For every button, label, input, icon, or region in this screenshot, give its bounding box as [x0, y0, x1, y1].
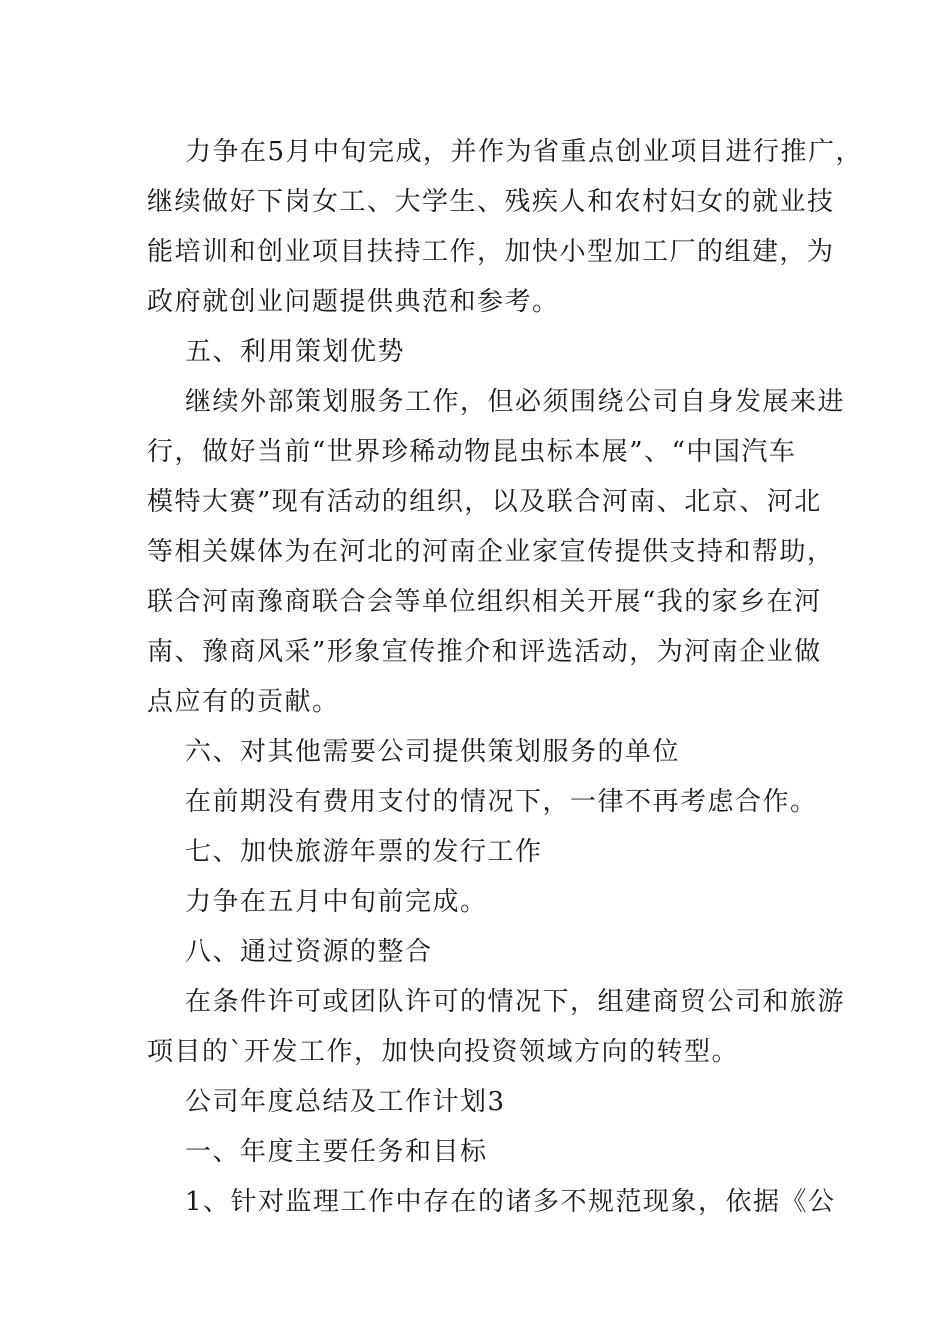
paragraph-line: 联合河南豫商联合会等单位组织相关开展“我的家乡在河	[147, 587, 822, 617]
paragraph-line: 在前期没有费用支付的情况下，一律不再考虑合作。	[185, 787, 818, 817]
paragraph-line: 继续外部策划服务工作，但必须围绕公司自身发展来进	[185, 387, 846, 417]
paragraph-line: 政府就创业问题提供典范和参考。	[147, 287, 560, 317]
paragraph-line: 力争在5月中旬完成，并作为省重点创业项目进行推广，	[185, 137, 864, 167]
paragraph-line: 能培训和创业项目扶持工作，加快小型加工厂的组建，为	[147, 237, 835, 267]
paragraph-line: 点应有的贡献。	[147, 687, 340, 717]
paragraph-line: 南、豫商风采”形象宣传推介和评选活动，为河南企业做	[147, 637, 822, 667]
section-heading: 六、对其他需要公司提供策划服务的单位	[185, 737, 681, 767]
paragraph-line: 力争在五月中旬前完成。	[185, 887, 488, 917]
paragraph-line: 等相关媒体为在河北的河南企业家宣传提供支持和帮助，	[147, 537, 835, 567]
paragraph-line: 在条件许可或团队许可的情况下，组建商贸公司和旅游	[185, 987, 846, 1017]
paragraph-line: 继续做好下岗女工、大学生、残疾人和农村妇女的就业技	[147, 187, 835, 217]
document-title: 公司年度总结及工作计划3	[185, 1087, 506, 1117]
paragraph-line: 项目的`开发工作，加快向投资领域方向的转型。	[147, 1037, 740, 1067]
section-heading: 八、通过资源的整合	[185, 937, 433, 967]
paragraph-line: 行，做好当前“世界珍稀动物昆虫标本展”、“中国汽车	[147, 437, 797, 467]
section-heading: 五、利用策划优势	[185, 337, 406, 367]
paragraph-line: 1、针对监理工作中存在的诸多不规范现象，依据《公	[185, 1187, 836, 1217]
section-heading: 一、年度主要任务和目标	[185, 1137, 488, 1167]
paragraph-line: 模特大赛”现有活动的组织，以及联合河南、北京、河北	[147, 487, 822, 517]
section-heading: 七、加快旅游年票的发行工作	[185, 837, 543, 867]
